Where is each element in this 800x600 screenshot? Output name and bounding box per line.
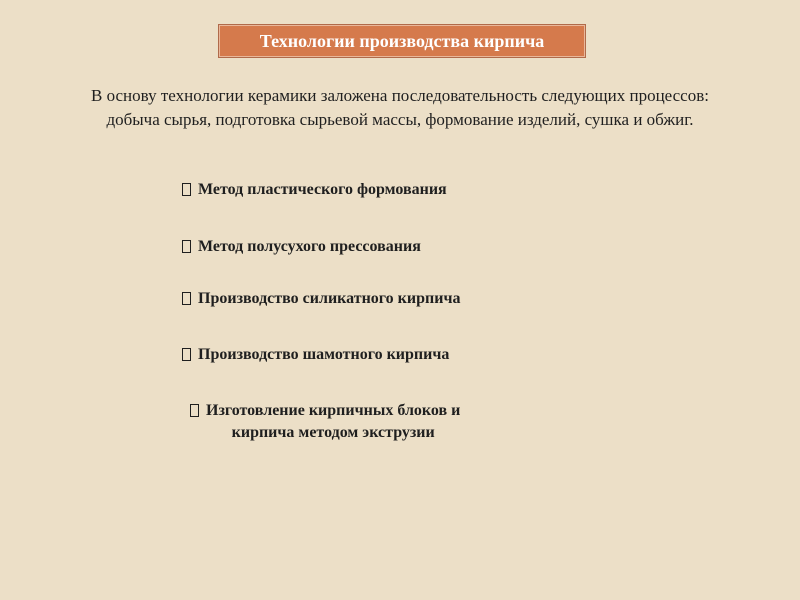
- method-item-extrusion: [190, 400, 460, 444]
- method-label: Производство шамотного кирпича: [198, 346, 450, 363]
- intro-line-1: В основу технологии керамики заложена последовательность следующих процессов:: [91, 86, 709, 105]
- bullet-icon: [182, 240, 191, 253]
- bullet-icon: [182, 348, 191, 361]
- method-item-semi-dry-pressing: [182, 236, 421, 258]
- page-title: Технологии производства кирпича: [259, 30, 545, 51]
- intro-paragraph: [10, 84, 790, 132]
- bullet-icon: [182, 292, 191, 305]
- method-item-silicate-brick: [182, 288, 460, 310]
- bullet-icon: [190, 404, 199, 417]
- title-banner: [218, 24, 586, 58]
- method-label-line-2: кирпича методом экструзии: [231, 424, 435, 441]
- method-item-plastic-forming: [182, 179, 447, 201]
- intro-line-2: добыча сырья, подготовка сырьевой массы, формование изделий, сушка и обжиг.: [106, 110, 694, 129]
- method-label: Производство силикатного кирпича: [198, 290, 461, 307]
- method-item-fireclay-brick: [182, 344, 449, 366]
- method-label-line-1: Изготовление кирпичных блоков и: [206, 402, 461, 419]
- bullet-icon: [182, 183, 191, 196]
- method-label: Метод пластического формования: [198, 181, 447, 198]
- method-label: Метод полусухого прессования: [198, 238, 421, 255]
